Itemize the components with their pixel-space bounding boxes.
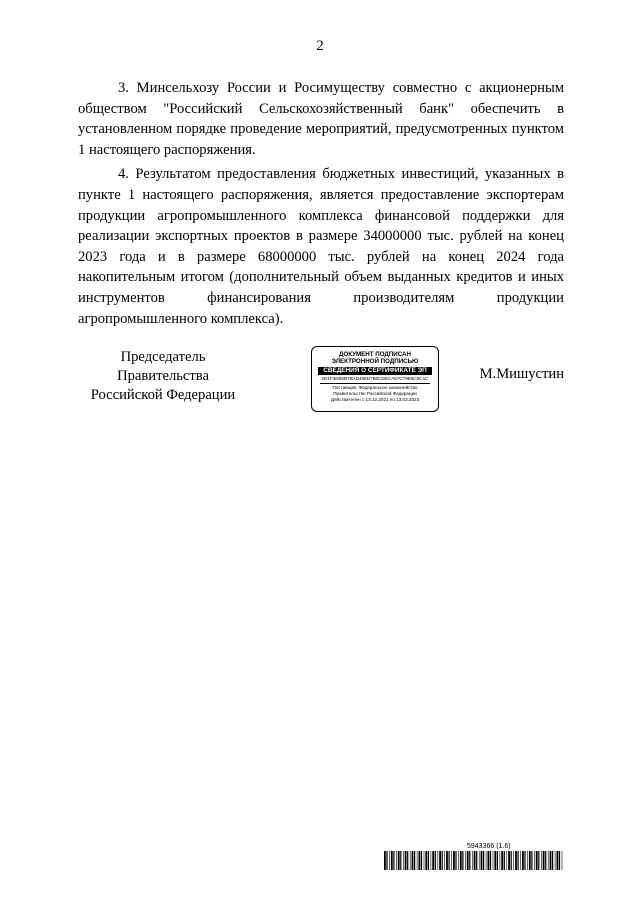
stamp-header: СВЕДЕНИЯ О СЕРТИФИКАТЕ ЭП [318,367,432,375]
stamp-line2: ЭЛЕКТРОННОЙ ПОДПИСЬЮ [331,358,419,365]
signatory-title-line1: Председатель Правительства [117,349,209,384]
stamp-serial: 2D1F3EB6B7BAD468D7B0CDECA57C79E8C5C1C [321,376,429,381]
barcode [384,851,564,870]
signatory-title [78,348,248,405]
signatory-name: М.Мишустин [479,366,564,382]
paragraph-3: 3. Минсельхозу России и Росимуществу совместно с акционерным обществом "Российский Сельскохозяйственный банк" обеспечить в установленном порядке проведение мероприятий, предусмотренных пунктом 1 настоящего распоряжения. [78,80,564,158]
document-code: 5943366 (1.6) [467,843,511,850]
stamp-line1: ДОКУМЕНТ ПОДПИСАН [339,351,411,358]
paragraph-4: 4. Результатом предоставления бюджетных инвестиций, указанных в пункте 1 настоящего распоряжения, является предоставление экспортерам продукции агропромышленного комплекса финансовой поддержки для реализации экспортных проектов в размере 34000000 тыс. рублей на конец 2023 года и в размере 68000000 тыс. рублей на конец 2024 года накопительным итогом (дополнительный объем выданных кредитов и иных инструментов финансирования производителям продукции агропромышленного комплекса). [78,166,564,327]
page-number: 2 [316,38,324,54]
signatory-title-line2: Российской Федерации [90,387,236,403]
stamp-validity: Действителен с 13.12.2021 по 13.03.2023 [330,397,420,402]
stamp-supplier: Поставщик: Федеральное казначейство [332,385,418,390]
electronic-signature-stamp [311,346,439,412]
stamp-divider [320,383,430,384]
document-body [78,78,564,333]
stamp-owner: Правительство Российской Федерации [333,391,417,396]
